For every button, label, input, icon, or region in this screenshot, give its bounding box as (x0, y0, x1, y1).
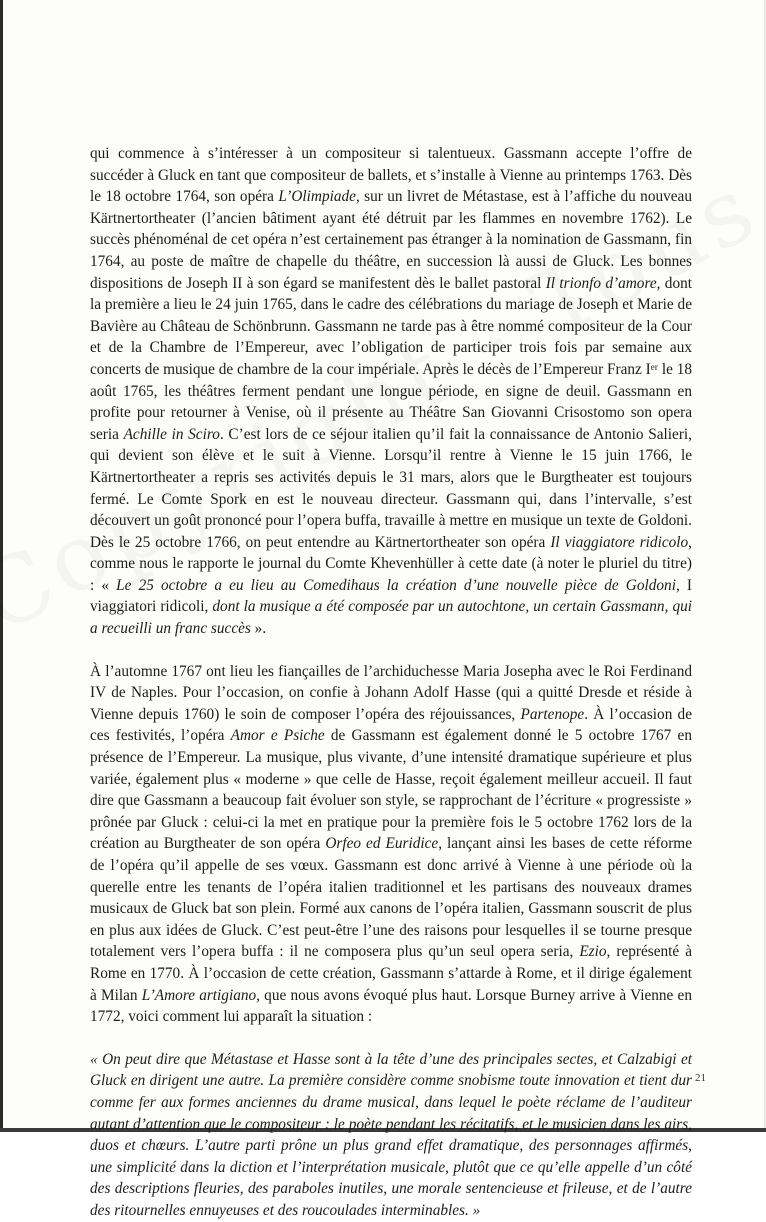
scan-edge-left (0, 0, 3, 1132)
paragraph-1 (90, 143, 692, 640)
body-text (90, 143, 692, 1222)
italic-run: dont la musique a été composée par un autochtone, un certain Gassmann, qui a recueilli un franc succès (90, 598, 692, 638)
text-run: qui commence à s’intéresser à un compositeur si talentueux. Gassmann accepte l’offre de succéder à Gluck en tant que compositeur de ballets, et s’installe à Vienne au printemps 1763. Dès le 18 octobre 1764, son opéra (90, 145, 692, 206)
text-run: , sur un livret de Métastase, est à l’affiche du nouveau Kärtnertortheater (l’ancien bâtiment ayant été détruit par les flammes en novembre 1762). Le succès phénoménal de cet opéra n’est certainement pas étranger à la nomination de Gassmann, fin 1764, au poste de maître de chapelle du théâtre, en succession là aussi de Gluck. Les bonnes dispositions de Joseph II à son égard se manifestent dès le ballet pastoral (90, 188, 692, 292)
italic-run: Il trionfo d’amore (545, 274, 657, 292)
burney-quote: « On peut dire que Métastase et Hasse sont à la tête d’une des principales sectes, et Calzabigi et Gluck en dirigent une autre. La première considère comme snobisme toute innovation et tient dur comme fer aux formes anciennes du drame musical, dans lequel le poète réclame de l’auditeur autant d’attention que le compositeur : le poète pendant les récitatifs, et le musicien dans les airs, duos et chœurs. L’autre parti prône un plus grand effet dramatique, des personnages affirmés, une simplicité dans la diction et l’interprétation musicale, plutôt que ce qu’elle appelle d’un côté des descriptions fleuries, des paraboles inutiles, une morale sentencieuse et frileuse, et de l’autre des ritournelles ennuyeuses et des roucoulades interminables. » (90, 1050, 692, 1219)
italic-run: Partenope (520, 705, 585, 723)
italic-run: Achille in Sciro (123, 425, 220, 443)
text-run: , comme nous le rapporte le journal du Comte Khevenhüller à cette date (à noter le pluriel du titre) : « (90, 533, 692, 594)
italic-run: Il viaggiatore ridicolo (550, 533, 689, 551)
italic-run: Ezio (579, 943, 607, 961)
text-run: . À l’occasion de ces festivités, l’opéra (90, 705, 692, 745)
text-run: I viaggiatori ridicoli, (90, 576, 693, 616)
italic-run: L’Amore artigiano (141, 986, 257, 1004)
text-run: de Gassmann est également donné le 5 octobre 1767 en présence de l’Empereur. La musique, plus vivante, d’une intensité dramatique supérieure et plus variée, également plus « moderne » que celle de Hasse, reçoit également meilleur accueil. Il faut dire que Gassmann a beaucoup fait évoluer son style, se rapprochant de l’écriture « progressiste » prônée par Gluck : celui-ci la met en pratique pour la première fois le 5 octobre 1762 lors de la création au Burgtheater de son opéra (90, 727, 692, 853)
text-run: , dont la première a lieu le 24 juin 1765, dans le cadre des célébrations du mariage de Joseph et Marie de Bavière au Château de Schönbrunn. Gassmann ne tarde pas à être nommé compositeur de la Cour et de la Chambre de l’Empereur, avec l’obligation de participer trois fois par semaine aux concerts de musique de chambre de la cour impériale. Après le décès de l’Empereur Franz Iᵉʳ le 18 août 1765, les théâtres ferment pendant une longue période, en signe de deuil. Gassmann en profite pour retourner à Venise, où il présente au Théâtre San Giovanni Crisostomo son opera seria (90, 274, 692, 443)
italic-run: Orfeo ed Euridice (325, 835, 439, 853)
paragraph-2 (90, 661, 692, 1028)
text-run: . C’est lors de ce séjour italien qu’il fait la connaissance de Antonio Salieri, qui devient son élève et le suit à Vienne. Lorsqu’il rentre à Vienne le 15 juin 1766, le Kärtnertortheater a repris ses activités depuis le 31 mars, alors que le Burgtheater est toujours fermé. Le Comte Spork en est le nouveau directeur. Gassmann qui, dans l’intervalle, s’est découvert un goût prononcé pour l’opera buffa, travaille à mettre en musique un texte de Goldoni. Dès le 25 octobre 1766, on peut entendre au Kärtnertortheater son opéra (90, 425, 693, 551)
italic-run: Amor e Psiche (230, 727, 325, 745)
text-run: ». (250, 620, 267, 638)
page-number: 21 (695, 1072, 706, 1084)
italic-run: Le 25 octobre a eu lieu au Comedihaus la création d’une nouvelle pièce de Goldoni, (116, 576, 680, 594)
text-run: , représenté à Rome en 1770. À l’occasion de cette création, Gassmann s’attarde à Rome, et il dirige également à Milan (90, 943, 692, 1004)
text-run: À l’automne 1767 ont lieu les fiançailles de l’archiduchesse Maria Josepha avec le Roi Ferdinand IV de Naples. Pour l’occasion, on confie à Johann Adolf Hasse (qui a quitté Dresde et réside à Vienne depuis 1760) le soin de composer l’opéra des réjouissances, (90, 662, 692, 723)
italic-run: L’Olimpiade (278, 188, 356, 206)
text-run: , que nous avons évoqué plus haut. Lorsque Burney arrive à Vienne en 1772, voici comment lui apparaît la situation : (90, 986, 692, 1026)
text-run: , lançant ainsi les bases de cette réforme de l’opéra qu’il appelle de ses vœux. Gassmann est donc arrivé à Vienne à une période où la querelle entre les tenants de l’opéra italien traditionnel et les partisans des nouveaux drames musicaux de Gluck bat son plein. Formé aux canons de l’opéra italien, Gassmann souscrit de plus en plus aux idées de Gluck. C’est peut-être l’une des raisons pour lesquelles il se tourne presque totalement vers l’opera buffa : il ne composera plus qu’un seul opera seria, (90, 835, 692, 961)
